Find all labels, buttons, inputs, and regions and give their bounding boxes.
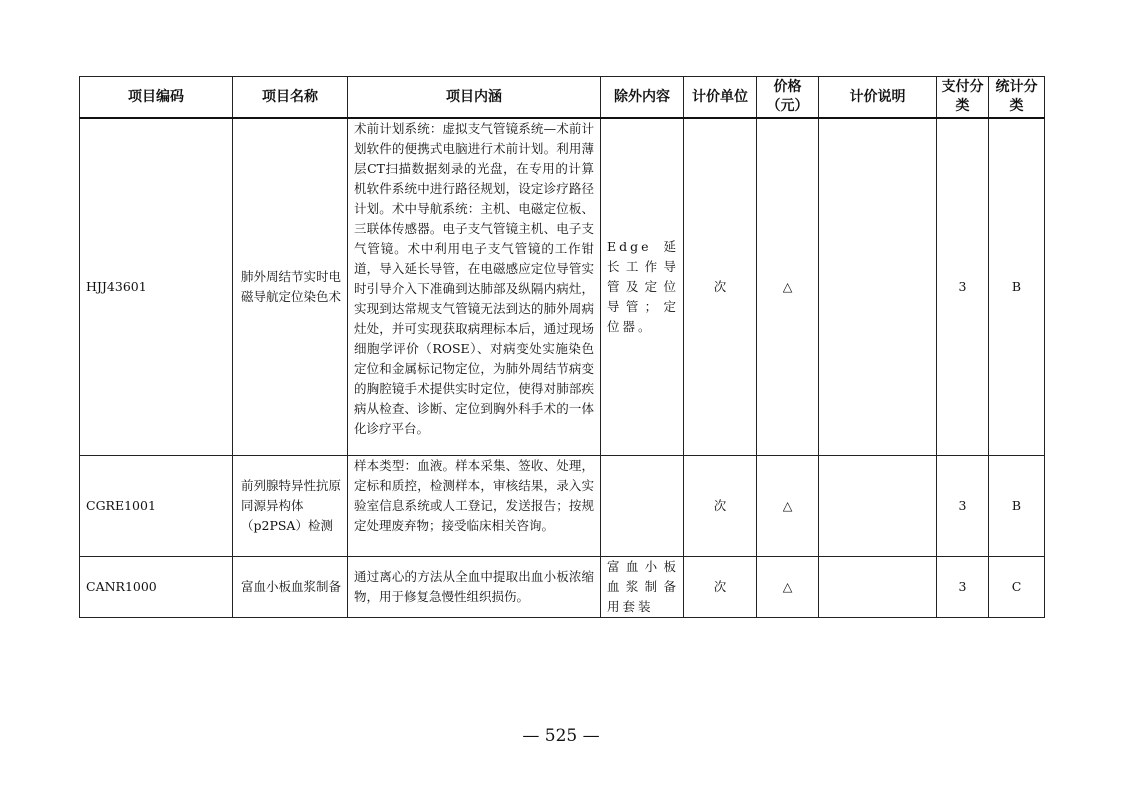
cell-name: 肺外周结节实时电磁导航定位染色术 <box>233 118 348 456</box>
header-desc: 计价说明 <box>819 77 937 119</box>
cell-price: △ <box>757 557 819 618</box>
cell-desc <box>819 456 937 557</box>
cell-desc <box>819 557 937 618</box>
cell-price: △ <box>757 456 819 557</box>
cell-price: △ <box>757 118 819 456</box>
cell-code: CANR1000 <box>80 557 233 618</box>
header-name: 项目名称 <box>233 77 348 119</box>
header-code: 项目编码 <box>80 77 233 119</box>
header-content: 项目内涵 <box>348 77 601 119</box>
cell-unit: 次 <box>684 118 757 456</box>
header-payment: 支付分类 <box>937 77 989 119</box>
cell-exclusions <box>601 456 684 557</box>
pricing-table <box>79 76 1045 618</box>
table-row <box>80 557 1045 618</box>
header-exclusions: 除外内容 <box>601 77 684 119</box>
cell-unit: 次 <box>684 456 757 557</box>
cell-unit: 次 <box>684 557 757 618</box>
header-unit: 计价单位 <box>684 77 757 119</box>
cell-payment: 3 <box>937 118 989 456</box>
cell-exclusions: 富血小板血浆制备用套装 <box>601 557 684 618</box>
cell-exclusions: Edge延长工作导管及定位导管；定位器。 <box>601 118 684 456</box>
cell-content: 样本类型：血液。样本采集、签收、处理，定标和质控，检测样本，审核结果，录入实验室信息系统或人工登记，发送报告；按规定处理废弃物；接受临床相关咨询。 <box>348 456 601 557</box>
cell-payment: 3 <box>937 456 989 557</box>
cell-content: 通过离心的方法从全血中提取出血小板浓缩物，用于修复急慢性组织损伤。 <box>348 557 601 618</box>
cell-code: CGRE1001 <box>80 456 233 557</box>
cell-statistics: B <box>989 118 1045 456</box>
cell-statistics: B <box>989 456 1045 557</box>
header-statistics: 统计分类 <box>989 77 1045 119</box>
table-row <box>80 456 1045 557</box>
cell-statistics: C <box>989 557 1045 618</box>
cell-code: HJJ43601 <box>80 118 233 456</box>
cell-desc <box>819 118 937 456</box>
cell-name: 前列腺特异性抗原同源异构体（p2PSA）检测 <box>233 456 348 557</box>
cell-name: 富血小板血浆制备 <box>233 557 348 618</box>
page-number: — 525 — <box>522 726 600 746</box>
table-header-row <box>80 77 1045 119</box>
header-price: 价格（元） <box>757 77 819 119</box>
cell-content: 术前计划系统：虚拟支气管镜系统—术前计划软件的便携式电脑进行术前计划。利用薄层CT扫描数据刻录的光盘，在专用的计算机软件系统中进行路径规划，设定诊疗路径计划。术中导航系统：主机、电磁定位板、三联体传感器。电子支气管镜主机、电子支气管镜。术中利用电子支气管镜的工作钳道，导入延长导管，在电磁感应定位导管实时引导介入下准确到达肺部及纵隔内病灶，实现到达常规支气管镜无法到达的肺外周病灶处，并可实现获取病理标本后，通过现场细胞学评价（ROSE）、对病变处实施染色定位和金属标记物定位，为肺外周结节病变的胸腔镜手术提供实时定位，使得对肺部疾病从检查、诊断、定位到胸外科手术的一体化诊疗平台。 <box>348 118 601 456</box>
cell-payment: 3 <box>937 557 989 618</box>
table-row <box>80 118 1045 456</box>
